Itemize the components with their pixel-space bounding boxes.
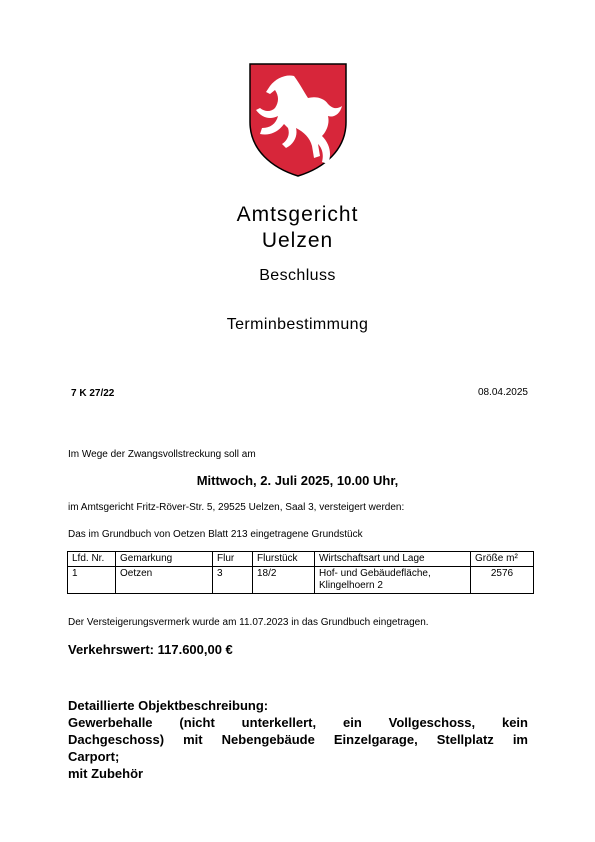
registration-note: Der Versteigerungsvermerk wurde am 11.07.2023 in das Grundbuch eingetragen.	[68, 617, 429, 628]
table-cell: 3	[213, 567, 253, 594]
column-header: Flur	[213, 552, 253, 567]
document-subject: Terminbestimmung	[226, 316, 369, 333]
column-header: Wirtschaftsart und Lage	[315, 552, 471, 567]
table-cell: 1	[68, 567, 116, 594]
property-table	[67, 551, 534, 594]
table-row	[68, 567, 534, 594]
column-header: Gemarkung	[116, 552, 213, 567]
horse-crest-icon	[248, 62, 348, 178]
table-header-row	[68, 552, 534, 567]
court-name-line2: Uelzen	[261, 229, 334, 252]
location-text: im Amtsgericht Fritz-Röver-Str. 5, 29525 Uelzen, Saal 3, versteigert werden:	[68, 502, 405, 513]
description-line: Gewerbehalle (nicht unterkellert, ein Vollgeschoss, kein	[68, 715, 528, 730]
file-number: 7 K 27/22	[71, 388, 115, 399]
description-line: Carport;	[68, 749, 120, 764]
object-description	[68, 697, 528, 782]
table-cell: Oetzen	[116, 567, 213, 594]
table-cell: 18/2	[253, 567, 315, 594]
description-line: Dachgeschoss) mit Nebengebäude Einzelgarage, Stellplatz im	[68, 732, 528, 747]
description-heading: Detaillierte Objektbeschreibung:	[68, 698, 269, 713]
court-name-line1: Amtsgericht	[236, 203, 359, 226]
table-cell: Hof- und Gebäudefläche, Klingelhoern 2	[315, 567, 471, 594]
intro-text: Im Wege der Zwangsvollstreckung soll am	[68, 449, 256, 460]
column-header: Größe m²	[471, 552, 534, 567]
market-value: Verkehrswert: 117.600,00 €	[68, 642, 233, 657]
coat-of-arms	[248, 62, 348, 178]
column-header: Lfd. Nr.	[68, 552, 116, 567]
document-type: Beschluss	[259, 267, 336, 284]
appointment-date: Mittwoch, 2. Juli 2025, 10.00 Uhr,	[196, 473, 399, 488]
document-date: 08.04.2025	[477, 387, 528, 398]
table-cell: 2576	[471, 567, 534, 594]
column-header: Flurstück	[253, 552, 315, 567]
property-intro: Das im Grundbuch von Oetzen Blatt 213 eingetragene Grundstück	[68, 529, 363, 540]
description-line: mit Zubehör	[68, 766, 144, 781]
